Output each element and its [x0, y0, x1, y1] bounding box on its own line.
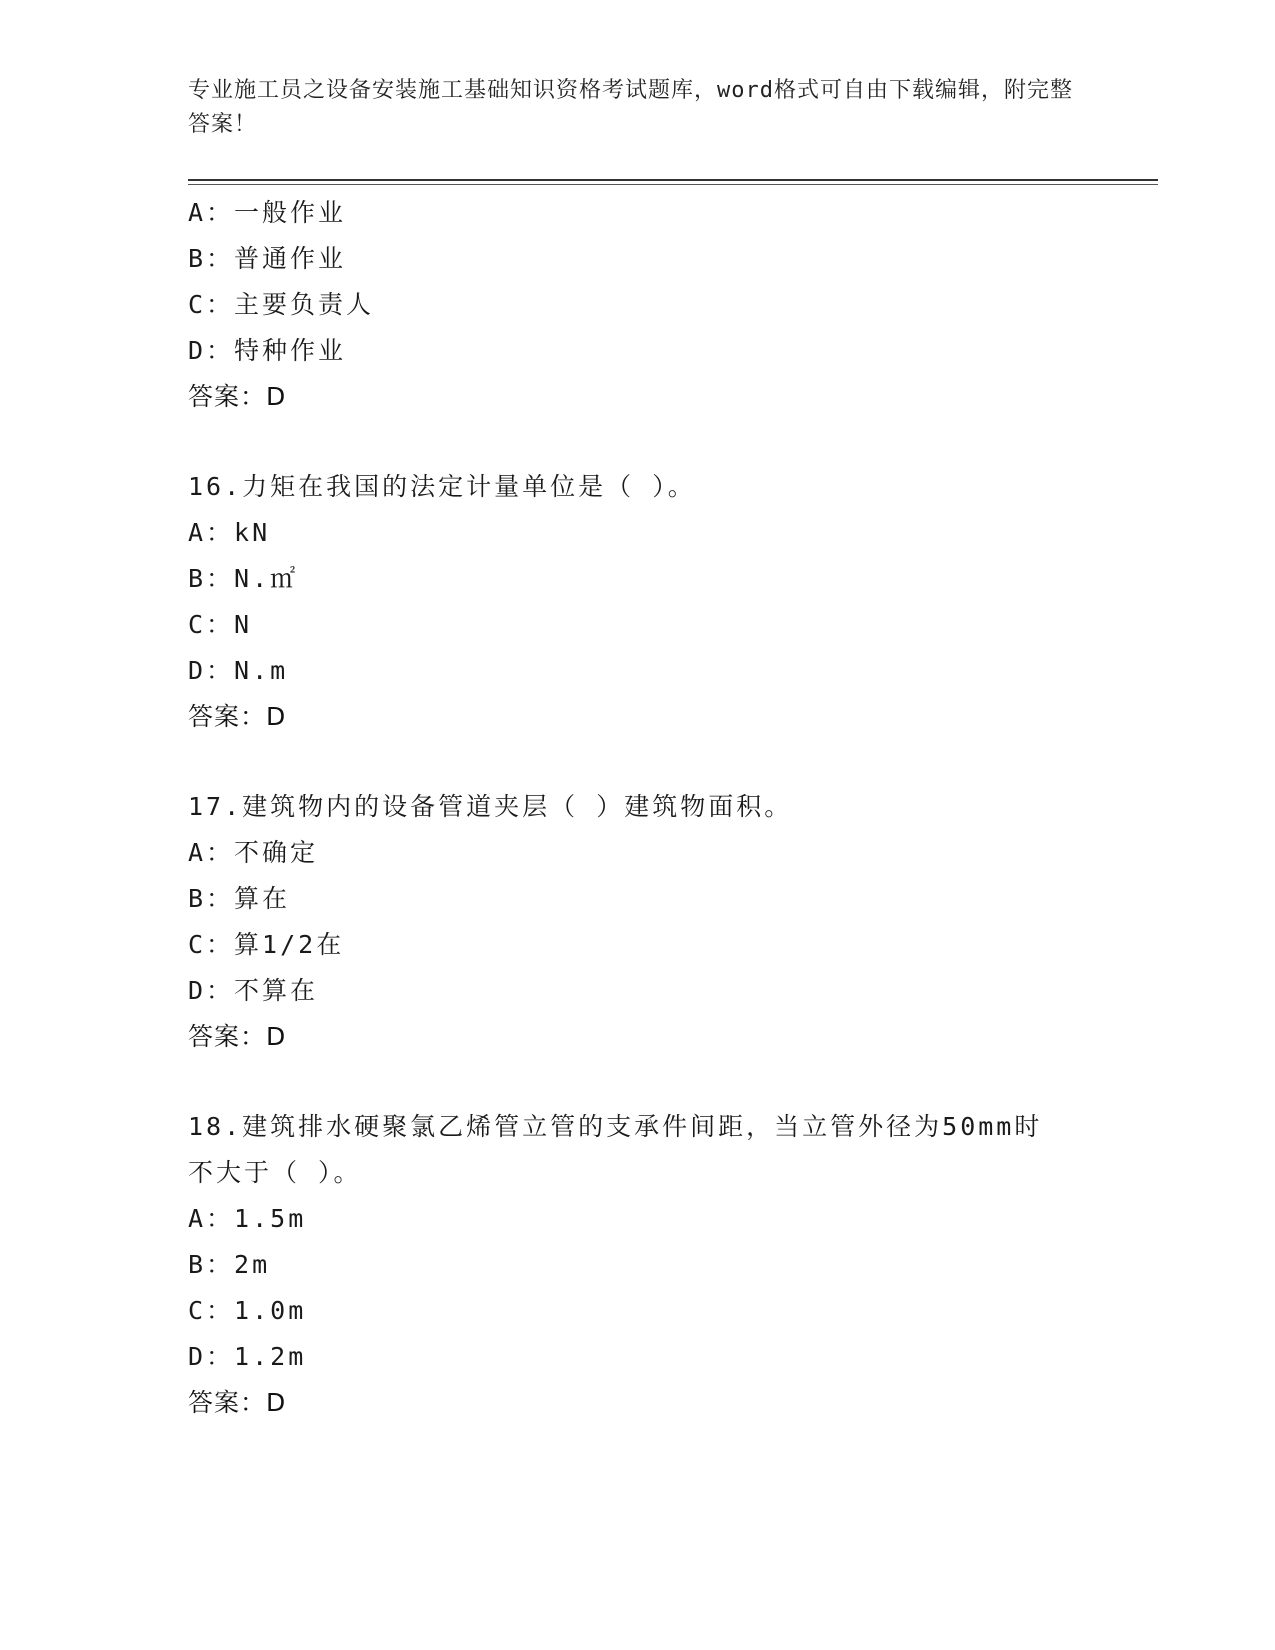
answer-text: 答案：D [188, 1022, 287, 1051]
option-a: A：不确定 [188, 838, 319, 867]
question-15-remainder [188, 190, 1088, 420]
question-text: 16.力矩在我国的法定计量单位是（ ）。 [188, 472, 696, 501]
header-divider-thick [188, 179, 1158, 181]
option-b: B：N.㎡ [188, 564, 299, 593]
answer-text: 答案：D [188, 1388, 287, 1417]
option-c: C：算1/2在 [188, 930, 345, 959]
option-a: A：kN [188, 518, 271, 547]
answer-text: 答案：D [188, 382, 287, 411]
option-c: C：主要负责人 [188, 290, 375, 319]
question-17 [188, 784, 1088, 1060]
option-a: A：1.5m [188, 1204, 307, 1233]
option-d: D：特种作业 [188, 336, 347, 365]
question-18 [188, 1104, 1088, 1426]
option-b: B：算在 [188, 884, 291, 913]
option-c: C：N [188, 610, 253, 639]
option-d: D：不算在 [188, 976, 319, 1005]
header-divider-thin [188, 184, 1158, 185]
answer-text: 答案：D [188, 702, 287, 731]
question-16 [188, 464, 1088, 740]
question-list [188, 190, 1088, 1426]
question-text: 17.建筑物内的设备管道夹层（ ）建筑物面积。 [188, 792, 793, 821]
option-b: B：普通作业 [188, 244, 347, 273]
option-d: D：1.2m [188, 1342, 307, 1371]
document-intro: 专业施工员之设备安装施工基础知识资格考试题库，word格式可自由下载编辑，附完整答案！ [188, 78, 1073, 137]
option-d: D：N.m [188, 656, 289, 685]
option-c: C：1.0m [188, 1296, 307, 1325]
option-a: A：一般作业 [188, 198, 347, 227]
option-b: B：2m [188, 1250, 271, 1279]
question-text: 18.建筑排水硬聚氯乙烯管立管的支承件间距，当立管外径为50mm时不大于（ ）。 [188, 1112, 1043, 1187]
